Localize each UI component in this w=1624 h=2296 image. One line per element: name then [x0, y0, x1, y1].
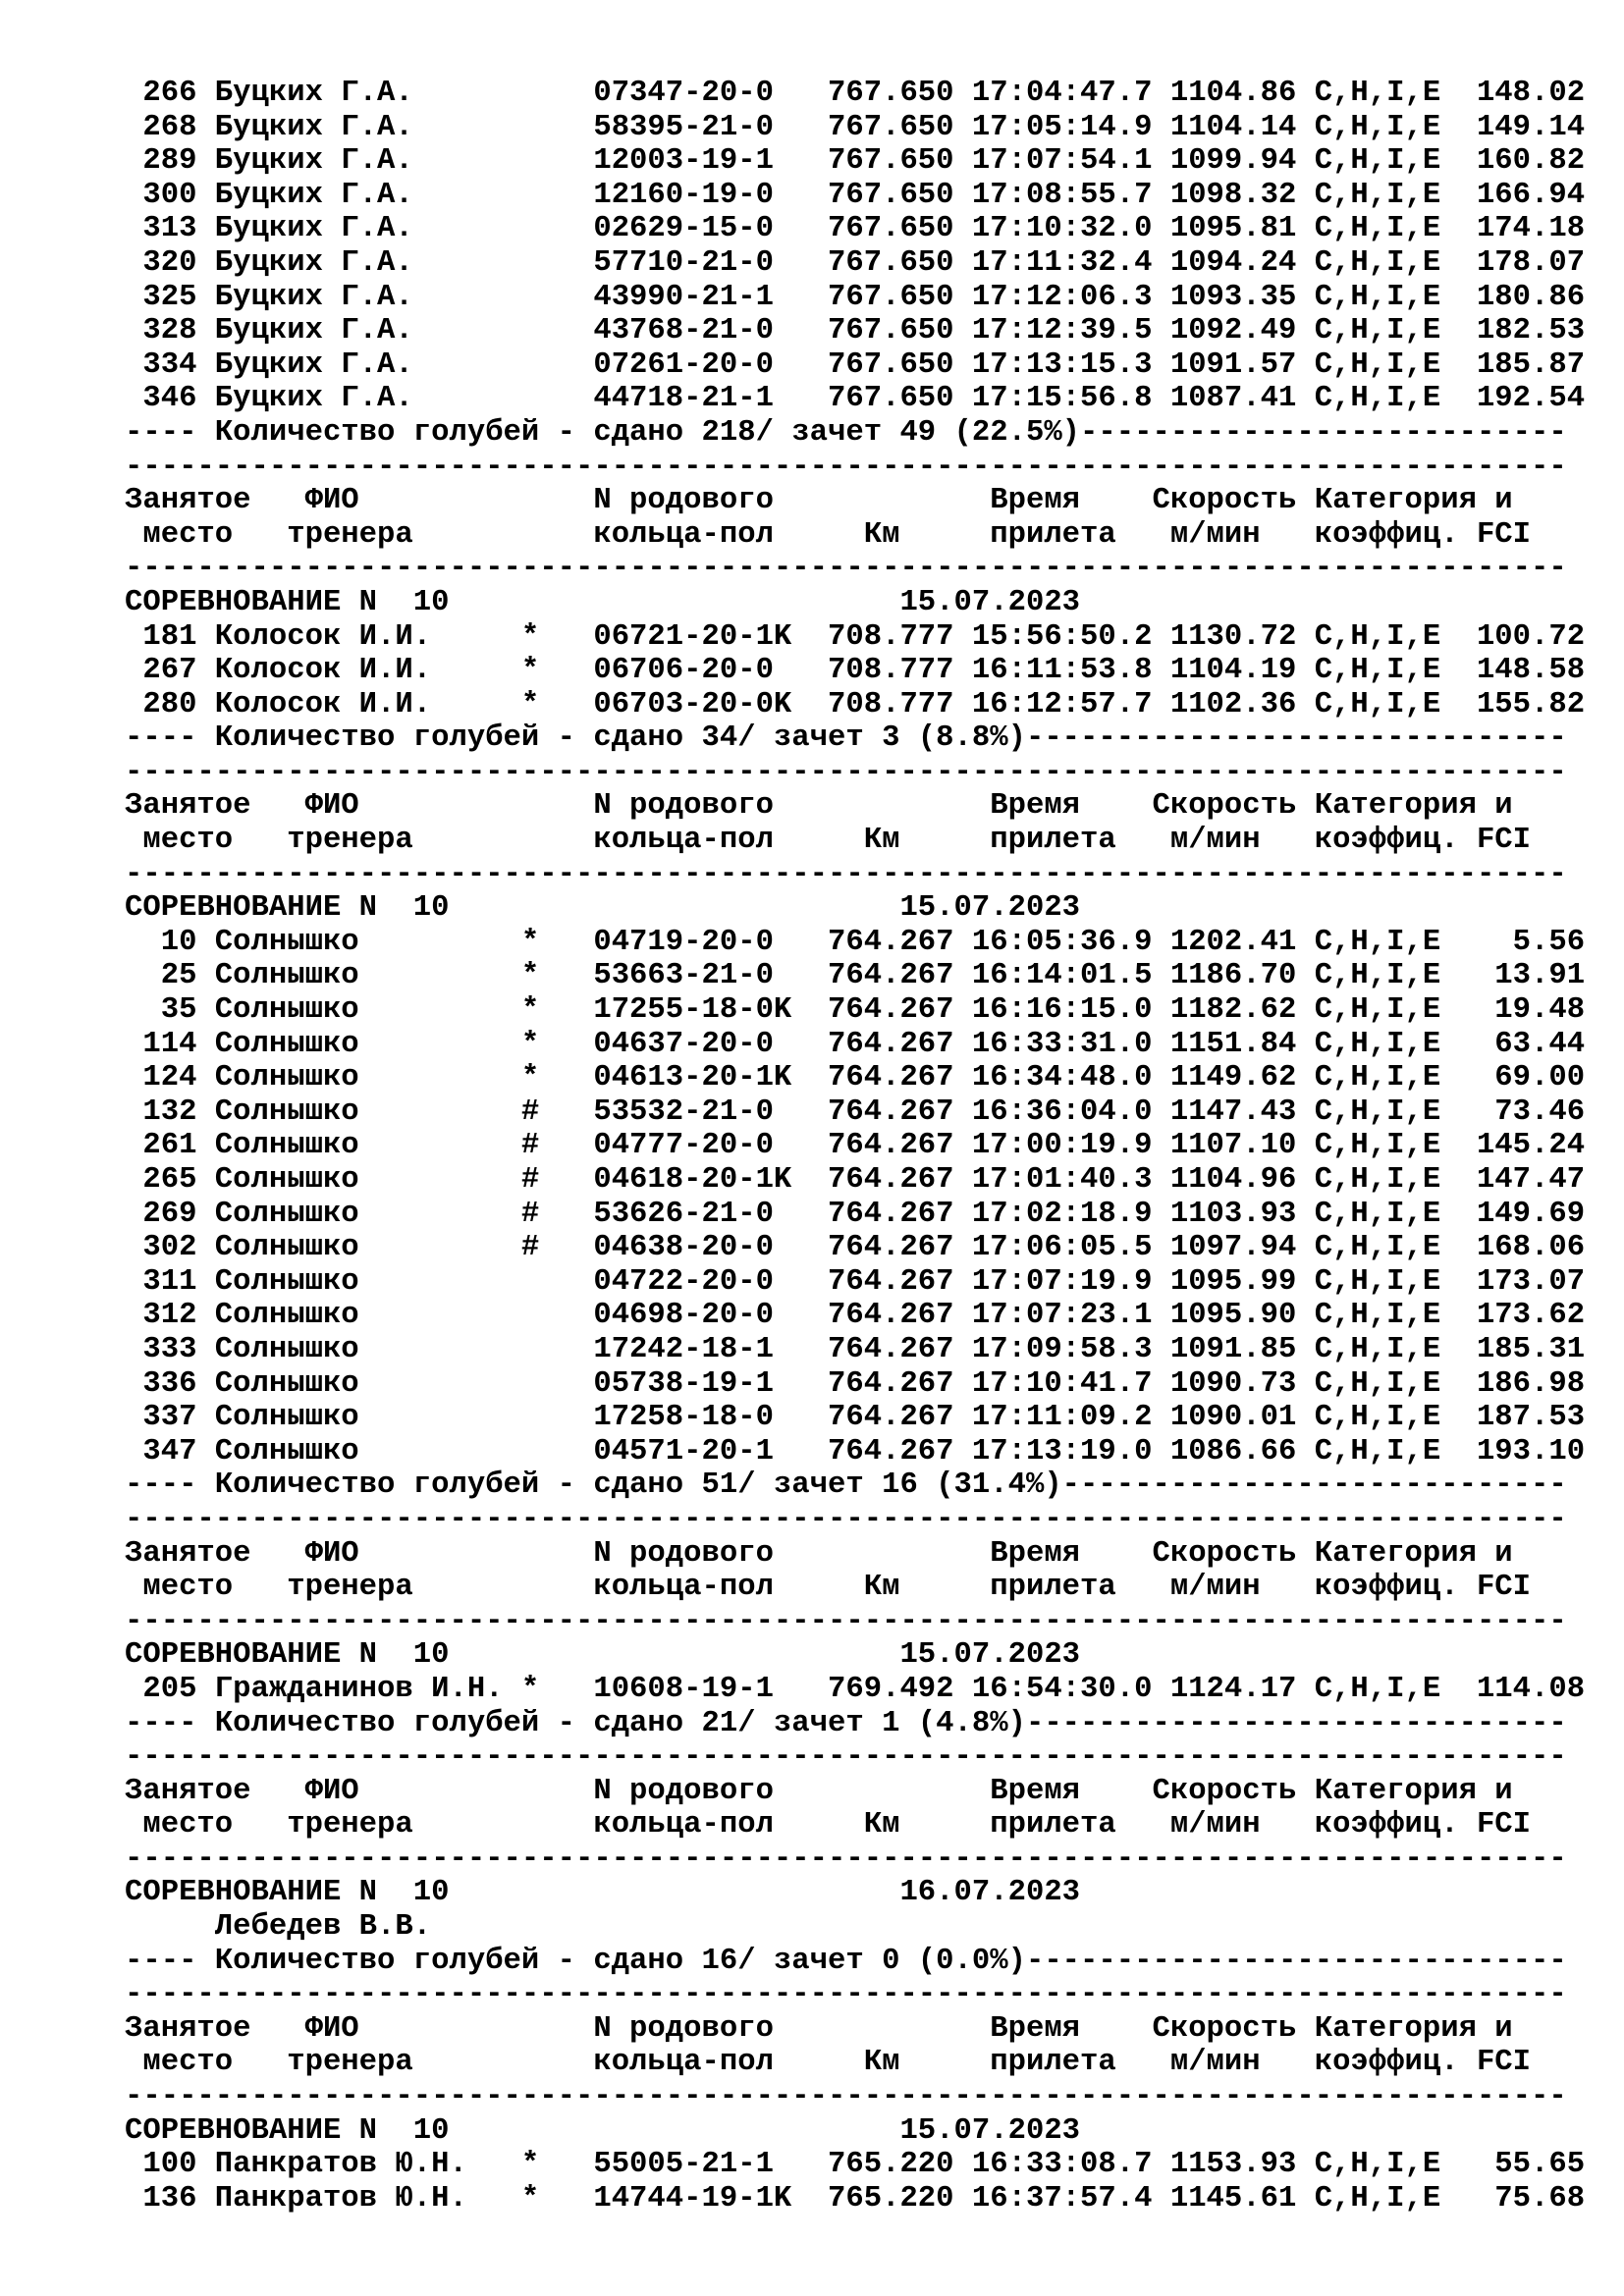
result-row: 269 Солнышко # 53626-21-0 764.267 17:02:18.9 1103.93 C,H,I,E 149.69: [125, 1197, 1586, 1231]
section-title: СОРЕВНОВАНИЕ N 10 16.07.2023: [125, 1876, 1081, 1910]
section-summary: ---- Количество голубей - сдано 16/ зачет 0 (0.0%)------------------------------: [125, 1944, 1567, 1978]
section-title: СОРЕВНОВАНИЕ N 10 15.07.2023: [125, 2113, 1081, 2148]
result-row: 124 Солнышко * 04613-20-1K 764.267 16:34:48.0 1149.62 C,H,I,E 69.00: [125, 1061, 1586, 1095]
section-summary: ---- Количество голубей - сдано 34/ зачет 3 (8.8%)------------------------------: [125, 721, 1567, 756]
section-title: СОРЕВНОВАНИЕ N 10 15.07.2023: [125, 891, 1081, 926]
result-row: 114 Солнышко * 04637-20-0 764.267 16:33:31.0 1151.84 C,H,I,E 63.44: [125, 1027, 1586, 1061]
section-summary: ---- Количество голубей - сдано 218/ зачет 49 (22.5%)---------------------------: [125, 415, 1567, 450]
column-header-line-1: Занятое ФИО N родового Время Скорость Категория и: [125, 1536, 1513, 1571]
divider-line: --------------------------------------------------------------------------------: [125, 450, 1567, 484]
result-row: 181 Колосок И.И. * 06721-20-1K 708.777 15:56:50.2 1130.72 C,H,I,E 100.72: [125, 619, 1586, 654]
result-row: 337 Солнышко 17258-18-0 764.267 17:11:09.2 1090.01 C,H,I,E 187.53: [125, 1401, 1586, 1435]
column-header-line-2: место тренера кольца-пол Км прилета м/мин коэффиц. FCI: [125, 824, 1532, 858]
result-row: 313 Буцких Г.А. 02629-15-0 767.650 17:10:32.0 1095.81 C,H,I,E 174.18: [125, 212, 1586, 246]
divider-line: --------------------------------------------------------------------------------: [125, 857, 1567, 891]
result-row: 267 Колосок И.И. * 06706-20-0 708.777 16:11:53.8 1104.19 C,H,I,E 148.58: [125, 654, 1586, 688]
result-row: 311 Солнышко 04722-20-0 764.267 17:07:19.9 1095.99 C,H,I,E 173.07: [125, 1264, 1586, 1299]
column-header-line-1: Занятое ФИО N родового Время Скорость Категория и: [125, 2011, 1513, 2046]
column-header-line-1: Занятое ФИО N родового Время Скорость Категория и: [125, 789, 1513, 824]
result-row: 334 Буцких Г.А. 07261-20-0 767.650 17:13:15.3 1091.57 C,H,I,E 185.87: [125, 347, 1586, 382]
column-header-line-2: место тренера кольца-пол Км прилета м/мин коэффиц. FCI: [125, 1808, 1532, 1842]
divider-line: --------------------------------------------------------------------------------: [125, 1842, 1567, 1876]
result-row: 136 Панкратов Ю.Н. * 14744-19-1K 765.220 16:37:57.4 1145.61 C,H,I,E 75.68: [125, 2181, 1586, 2216]
result-row: 261 Солнышко # 04777-20-0 764.267 17:00:19.9 1107.10 C,H,I,E 145.24: [125, 1129, 1586, 1163]
section-title: СОРЕВНОВАНИЕ N 10 15.07.2023: [125, 585, 1081, 619]
result-row: 328 Буцких Г.А. 43768-21-0 767.650 17:12:39.5 1092.49 C,H,I,E 182.53: [125, 314, 1586, 348]
result-row: 336 Солнышко 05738-19-1 764.267 17:10:41.7 1090.73 C,H,I,E 186.98: [125, 1366, 1586, 1401]
result-row: 265 Солнышко # 04618-20-1K 764.267 17:01:40.3 1104.96 C,H,I,E 147.47: [125, 1163, 1586, 1197]
result-row: 325 Буцких Г.А. 43990-21-1 767.650 17:12:06.3 1093.35 C,H,I,E 180.86: [125, 280, 1586, 314]
divider-line: --------------------------------------------------------------------------------: [125, 1502, 1567, 1536]
section-summary: ---- Количество голубей - сдано 21/ зачет 1 (4.8%)------------------------------: [125, 1706, 1567, 1740]
divider-line: --------------------------------------------------------------------------------: [125, 552, 1567, 586]
result-row: 280 Колосок И.И. * 06703-20-0K 708.777 16:12:57.7 1102.36 C,H,I,E 155.82: [125, 687, 1586, 721]
result-row: 25 Солнышко * 53663-21-0 764.267 16:14:01.5 1186.70 C,H,I,E 13.91: [125, 959, 1586, 993]
divider-line: --------------------------------------------------------------------------------: [125, 1740, 1567, 1775]
results-document: [125, 77, 1585, 2216]
result-row: 289 Буцких Г.А. 12003-19-1 767.650 17:07:54.1 1099.94 C,H,I,E 160.82: [125, 144, 1586, 179]
column-header-line-1: Занятое ФИО N родового Время Скорость Категория и: [125, 484, 1513, 518]
result-row: 312 Солнышко 04698-20-0 764.267 17:07:23.1 1095.90 C,H,I,E 173.62: [125, 1299, 1586, 1333]
column-header-line-2: место тренера кольца-пол Км прилета м/мин коэффиц. FCI: [125, 2046, 1532, 2080]
section-summary: ---- Количество голубей - сдано 51/ зачет 16 (31.4%)----------------------------: [125, 1468, 1567, 1503]
divider-line: --------------------------------------------------------------------------------: [125, 2080, 1567, 2114]
result-row: Лебедев В.В.: [125, 1910, 432, 1945]
result-row: 346 Буцких Г.А. 44718-21-1 767.650 17:15:56.8 1087.41 C,H,I,E 192.54: [125, 382, 1586, 416]
result-row: 205 Гражданинов И.Н. * 10608-19-1 769.492 16:54:30.0 1124.17 C,H,I,E 114.08: [125, 1672, 1586, 1706]
divider-line: --------------------------------------------------------------------------------: [125, 755, 1567, 789]
section-title: СОРЕВНОВАНИЕ N 10 15.07.2023: [125, 1638, 1081, 1673]
result-row: 132 Солнышко # 53532-21-0 764.267 16:36:04.0 1147.43 C,H,I,E 73.46: [125, 1095, 1586, 1129]
result-row: 10 Солнышко * 04719-20-0 764.267 16:05:36.9 1202.41 C,H,I,E 5.56: [125, 925, 1586, 959]
result-row: 35 Солнышко * 17255-18-0K 764.267 16:16:15.0 1182.62 C,H,I,E 19.48: [125, 993, 1586, 1028]
result-row: 333 Солнышко 17242-18-1 764.267 17:09:58.3 1091.85 C,H,I,E 185.31: [125, 1332, 1586, 1366]
result-row: 320 Буцких Г.А. 57710-21-0 767.650 17:11:32.4 1094.24 C,H,I,E 178.07: [125, 245, 1586, 280]
column-header-line-2: место тренера кольца-пол Км прилета м/мин коэффиц. FCI: [125, 517, 1532, 552]
result-row: 300 Буцких Г.А. 12160-19-0 767.650 17:08:55.7 1098.32 C,H,I,E 166.94: [125, 178, 1586, 212]
result-row: 266 Буцких Г.А. 07347-20-0 767.650 17:04:47.7 1104.86 C,H,I,E 148.02: [125, 77, 1586, 110]
column-header-line-1: Занятое ФИО N родового Время Скорость Категория и: [125, 1774, 1513, 1808]
column-header-line-2: место тренера кольца-пол Км прилета м/мин коэффиц. FCI: [125, 1571, 1532, 1605]
result-row: 100 Панкратов Ю.Н. * 55005-21-1 765.220 16:33:08.7 1153.93 C,H,I,E 55.65: [125, 2148, 1586, 2182]
result-row: 347 Солнышко 04571-20-1 764.267 17:13:19.0 1086.66 C,H,I,E 193.10: [125, 1434, 1586, 1468]
divider-line: --------------------------------------------------------------------------------: [125, 1604, 1567, 1638]
result-row: 268 Буцких Г.А. 58395-21-0 767.650 17:05:14.9 1104.14 C,H,I,E 149.14: [125, 110, 1586, 144]
divider-line: --------------------------------------------------------------------------------: [125, 1978, 1567, 2012]
result-row: 302 Солнышко # 04638-20-0 764.267 17:06:05.5 1097.94 C,H,I,E 168.06: [125, 1231, 1586, 1265]
